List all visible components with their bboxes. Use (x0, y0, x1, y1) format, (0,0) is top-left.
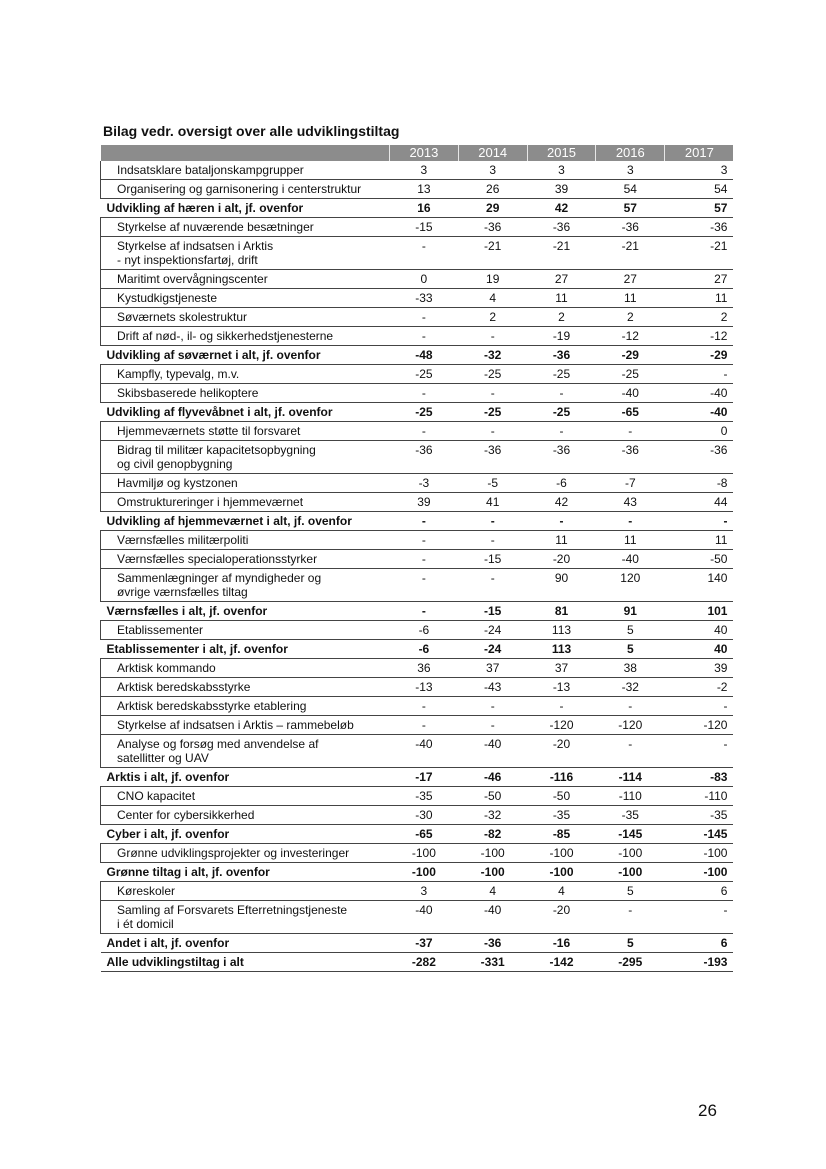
value-cell-2014: 29 (458, 199, 527, 218)
value-cell-2014: - (458, 422, 527, 441)
value-cell-2013: -25 (390, 365, 459, 384)
value-cell-2016: -7 (596, 474, 665, 493)
row-label: Etablissementer i alt, jf. ovenfor (101, 640, 390, 659)
table-header (101, 145, 734, 161)
value-cell-2013: 13 (390, 180, 459, 199)
subtotal-row (101, 602, 734, 621)
value-cell-2015: - (527, 697, 596, 716)
value-cell-2014: -43 (458, 678, 527, 697)
value-cell-2014: -24 (458, 640, 527, 659)
subtotal-row (101, 403, 734, 422)
value-cell-2016: 5 (596, 640, 665, 659)
value-cell-2017: 40 (665, 621, 734, 640)
row-label: Analyse og forsøg med anvendelse af satellitter og UAV (101, 735, 390, 768)
value-cell-2014: -36 (458, 934, 527, 953)
value-cell-2015: -120 (527, 716, 596, 735)
value-cell-2014: -100 (458, 863, 527, 882)
row-label: CNO kapacitet (101, 787, 390, 806)
value-cell-2014: - (458, 716, 527, 735)
value-cell-2016: 120 (596, 569, 665, 602)
value-cell-2014: - (458, 569, 527, 602)
value-cell-2013: -25 (390, 403, 459, 422)
table-row (101, 678, 734, 697)
value-cell-2016: 38 (596, 659, 665, 678)
value-cell-2017: -110 (665, 787, 734, 806)
table-row (101, 270, 734, 289)
value-cell-2015: -35 (527, 806, 596, 825)
value-cell-2015: 113 (527, 640, 596, 659)
value-cell-2015: 90 (527, 569, 596, 602)
value-cell-2016: 5 (596, 882, 665, 901)
value-cell-2014: -24 (458, 621, 527, 640)
row-label: Arktisk kommando (101, 659, 390, 678)
page-title: Bilag vedr. oversigt over alle udviklingstiltag (103, 123, 400, 139)
value-cell-2017: -120 (665, 716, 734, 735)
table-row (101, 180, 734, 199)
value-cell-2013: - (390, 422, 459, 441)
value-cell-2017: 2 (665, 308, 734, 327)
row-label: Arktisk beredskabsstyrke (101, 678, 390, 697)
value-cell-2016: -100 (596, 863, 665, 882)
row-label: Bidrag til militær kapacitetsopbygning og civil genopbygning (101, 441, 390, 474)
value-cell-2014: 19 (458, 270, 527, 289)
value-cell-2016: - (596, 735, 665, 768)
row-label: Etablissementer (101, 621, 390, 640)
table-row (101, 218, 734, 237)
value-cell-2013: -100 (390, 863, 459, 882)
value-cell-2015: -36 (527, 218, 596, 237)
value-cell-2016: 5 (596, 934, 665, 953)
row-label: Udvikling af flyvevåbnet i alt, jf. ovenfor (101, 403, 390, 422)
value-cell-2017: - (665, 735, 734, 768)
table-body (101, 161, 734, 972)
value-cell-2016: 57 (596, 199, 665, 218)
value-cell-2013: 3 (390, 882, 459, 901)
row-label: Styrkelse af indsatsen i Arktis - nyt inspektionsfartøj, drift (101, 237, 390, 270)
value-cell-2014: 4 (458, 289, 527, 308)
value-cell-2014: -50 (458, 787, 527, 806)
subtotal-row (101, 863, 734, 882)
value-cell-2016: -114 (596, 768, 665, 787)
row-label: Søværnets skolestruktur (101, 308, 390, 327)
value-cell-2015: 81 (527, 602, 596, 621)
value-cell-2016: - (596, 512, 665, 531)
value-cell-2013: - (390, 308, 459, 327)
subtotal-row (101, 768, 734, 787)
value-cell-2017: -100 (665, 844, 734, 863)
value-cell-2015: -116 (527, 768, 596, 787)
value-cell-2014: -36 (458, 218, 527, 237)
value-cell-2017: 54 (665, 180, 734, 199)
value-cell-2014: -32 (458, 346, 527, 365)
value-cell-2015: 37 (527, 659, 596, 678)
table-row (101, 659, 734, 678)
row-label: Indsatsklare bataljonskampgrupper (101, 161, 390, 180)
table-row (101, 531, 734, 550)
value-cell-2015: -19 (527, 327, 596, 346)
value-cell-2014: -25 (458, 365, 527, 384)
value-cell-2013: - (390, 550, 459, 569)
value-cell-2015: -21 (527, 237, 596, 270)
value-cell-2015: -16 (527, 934, 596, 953)
value-cell-2017: 40 (665, 640, 734, 659)
page-number: 26 (698, 1101, 717, 1120)
row-label: Alle udviklingstiltag i alt (101, 953, 390, 972)
value-cell-2016: -40 (596, 384, 665, 403)
value-cell-2017: 6 (665, 934, 734, 953)
table-row (101, 716, 734, 735)
value-cell-2017: -193 (665, 953, 734, 972)
header-row (101, 145, 734, 161)
value-cell-2015: -100 (527, 844, 596, 863)
value-cell-2013: -6 (390, 621, 459, 640)
value-cell-2015: -13 (527, 678, 596, 697)
row-label: Havmiljø og kystzonen (101, 474, 390, 493)
value-cell-2016: 11 (596, 289, 665, 308)
value-cell-2017: 11 (665, 531, 734, 550)
row-label: Andet i alt, jf. ovenfor (101, 934, 390, 953)
row-label: Cyber i alt, jf. ovenfor (101, 825, 390, 844)
value-cell-2014: -25 (458, 403, 527, 422)
value-cell-2017: -50 (665, 550, 734, 569)
row-label: Udvikling af hjemmeværnet i alt, jf. ovenfor (101, 512, 390, 531)
value-cell-2015: -20 (527, 735, 596, 768)
table-row (101, 901, 734, 934)
value-cell-2013: -33 (390, 289, 459, 308)
subtotal-row (101, 199, 734, 218)
value-cell-2016: -12 (596, 327, 665, 346)
row-label: Værnsfælles i alt, jf. ovenfor (101, 602, 390, 621)
row-label: Køreskoler (101, 882, 390, 901)
subtotal-row (101, 640, 734, 659)
table-row (101, 806, 734, 825)
value-cell-2017: -83 (665, 768, 734, 787)
subtotal-row (101, 953, 734, 972)
row-label: Udvikling af søværnet i alt, jf. ovenfor (101, 346, 390, 365)
value-cell-2014: - (458, 697, 527, 716)
value-cell-2014: 41 (458, 493, 527, 512)
value-cell-2013: -3 (390, 474, 459, 493)
row-label: Omstruktureringer i hjemmeværnet (101, 493, 390, 512)
value-cell-2013: - (390, 512, 459, 531)
value-cell-2015: 3 (527, 161, 596, 180)
value-cell-2013: -6 (390, 640, 459, 659)
value-cell-2017: -40 (665, 403, 734, 422)
value-cell-2013: -48 (390, 346, 459, 365)
value-cell-2015: -100 (527, 863, 596, 882)
value-cell-2013: - (390, 602, 459, 621)
value-cell-2017: -40 (665, 384, 734, 403)
value-cell-2016: -100 (596, 844, 665, 863)
value-cell-2017: - (665, 901, 734, 934)
row-label: Center for cybersikkerhed (101, 806, 390, 825)
value-cell-2013: -100 (390, 844, 459, 863)
table-row (101, 621, 734, 640)
value-cell-2017: -2 (665, 678, 734, 697)
value-cell-2013: -37 (390, 934, 459, 953)
value-cell-2013: - (390, 697, 459, 716)
value-cell-2015: -25 (527, 365, 596, 384)
value-cell-2013: - (390, 531, 459, 550)
table-row (101, 161, 734, 180)
row-label: Hjemmeværnets støtte til forsvaret (101, 422, 390, 441)
row-label: Styrkelse af nuværende besætninger (101, 218, 390, 237)
value-cell-2016: -295 (596, 953, 665, 972)
value-cell-2013: - (390, 327, 459, 346)
value-cell-2014: 37 (458, 659, 527, 678)
year-header: 2016 (596, 145, 665, 161)
development-table (100, 145, 733, 972)
value-cell-2014: - (458, 531, 527, 550)
row-label: Drift af nød-, il- og sikkerhedstjenesterne (101, 327, 390, 346)
value-cell-2017: 39 (665, 659, 734, 678)
table-row (101, 882, 734, 901)
row-label: Kampfly, typevalg, m.v. (101, 365, 390, 384)
value-cell-2014: -15 (458, 550, 527, 569)
value-cell-2014: -15 (458, 602, 527, 621)
value-cell-2015: -25 (527, 403, 596, 422)
value-cell-2013: - (390, 569, 459, 602)
value-cell-2016: -36 (596, 441, 665, 474)
value-cell-2017: -36 (665, 441, 734, 474)
value-cell-2013: 3 (390, 161, 459, 180)
value-cell-2017: - (665, 697, 734, 716)
row-label: Værnsfælles militærpoliti (101, 531, 390, 550)
value-cell-2013: -40 (390, 901, 459, 934)
value-cell-2014: -36 (458, 441, 527, 474)
value-cell-2015: 2 (527, 308, 596, 327)
value-cell-2013: -15 (390, 218, 459, 237)
table-row (101, 365, 734, 384)
value-cell-2014: 4 (458, 882, 527, 901)
value-cell-2015: -36 (527, 441, 596, 474)
value-cell-2015: 4 (527, 882, 596, 901)
value-cell-2015: -20 (527, 550, 596, 569)
value-cell-2016: -120 (596, 716, 665, 735)
value-cell-2014: - (458, 327, 527, 346)
value-cell-2017: -145 (665, 825, 734, 844)
value-cell-2017: 0 (665, 422, 734, 441)
table-row (101, 550, 734, 569)
table-row (101, 787, 734, 806)
year-header: 2013 (390, 145, 459, 161)
value-cell-2014: 3 (458, 161, 527, 180)
row-label: Skibsbaserede helikoptere (101, 384, 390, 403)
value-cell-2016: - (596, 901, 665, 934)
value-cell-2013: -40 (390, 735, 459, 768)
value-cell-2013: -36 (390, 441, 459, 474)
value-cell-2016: -110 (596, 787, 665, 806)
value-cell-2017: -35 (665, 806, 734, 825)
row-label: Arktis i alt, jf. ovenfor (101, 768, 390, 787)
value-cell-2014: - (458, 384, 527, 403)
value-cell-2016: -65 (596, 403, 665, 422)
subtotal-row (101, 346, 734, 365)
value-cell-2014: - (458, 512, 527, 531)
value-cell-2015: -6 (527, 474, 596, 493)
table-row (101, 569, 734, 602)
value-cell-2014: -46 (458, 768, 527, 787)
value-cell-2015: - (527, 384, 596, 403)
value-cell-2017: 57 (665, 199, 734, 218)
value-cell-2014: -21 (458, 237, 527, 270)
value-cell-2015: 42 (527, 199, 596, 218)
table-row (101, 844, 734, 863)
table-row (101, 384, 734, 403)
value-cell-2014: 26 (458, 180, 527, 199)
row-label: Organisering og garnisonering i centerstruktur (101, 180, 390, 199)
subtotal-row (101, 934, 734, 953)
value-cell-2013: -282 (390, 953, 459, 972)
year-header: 2015 (527, 145, 596, 161)
value-cell-2017: 101 (665, 602, 734, 621)
value-cell-2013: -35 (390, 787, 459, 806)
value-cell-2016: -29 (596, 346, 665, 365)
value-cell-2016: -21 (596, 237, 665, 270)
data-table (100, 145, 733, 972)
value-cell-2013: -17 (390, 768, 459, 787)
row-label: Sammenlægninger af myndigheder og øvrige værnsfælles tiltag (101, 569, 390, 602)
value-cell-2015: -36 (527, 346, 596, 365)
value-cell-2016: 2 (596, 308, 665, 327)
value-cell-2015: -50 (527, 787, 596, 806)
value-cell-2013: -30 (390, 806, 459, 825)
value-cell-2016: 5 (596, 621, 665, 640)
row-label: Udvikling af hæren i alt, jf. ovenfor (101, 199, 390, 218)
value-cell-2016: 91 (596, 602, 665, 621)
row-label: Grønne udviklingsprojekter og investeringer (101, 844, 390, 863)
row-label: Samling af Forsvarets Efterretningstjeneste i ét domicil (101, 901, 390, 934)
value-cell-2017: - (665, 365, 734, 384)
value-cell-2017: -36 (665, 218, 734, 237)
table-row (101, 493, 734, 512)
value-cell-2016: -36 (596, 218, 665, 237)
value-cell-2013: 0 (390, 270, 459, 289)
value-cell-2017: -12 (665, 327, 734, 346)
value-cell-2017: 6 (665, 882, 734, 901)
value-cell-2016: -32 (596, 678, 665, 697)
value-cell-2015: 42 (527, 493, 596, 512)
value-cell-2017: -100 (665, 863, 734, 882)
value-cell-2017: 140 (665, 569, 734, 602)
value-cell-2016: 54 (596, 180, 665, 199)
value-cell-2016: -25 (596, 365, 665, 384)
row-label: Maritimt overvågningscenter (101, 270, 390, 289)
value-cell-2016: 43 (596, 493, 665, 512)
table-row (101, 308, 734, 327)
table-row (101, 441, 734, 474)
value-cell-2013: 16 (390, 199, 459, 218)
value-cell-2017: - (665, 512, 734, 531)
value-cell-2014: 2 (458, 308, 527, 327)
value-cell-2016: -40 (596, 550, 665, 569)
value-cell-2016: 11 (596, 531, 665, 550)
value-cell-2013: - (390, 716, 459, 735)
table-row (101, 474, 734, 493)
value-cell-2016: 3 (596, 161, 665, 180)
value-cell-2015: 11 (527, 289, 596, 308)
value-cell-2015: -20 (527, 901, 596, 934)
value-cell-2014: -331 (458, 953, 527, 972)
value-cell-2016: -145 (596, 825, 665, 844)
value-cell-2016: -35 (596, 806, 665, 825)
value-cell-2015: -85 (527, 825, 596, 844)
table-row (101, 327, 734, 346)
value-cell-2013: 36 (390, 659, 459, 678)
value-cell-2017: 27 (665, 270, 734, 289)
table-row (101, 422, 734, 441)
table-row (101, 735, 734, 768)
table-row (101, 237, 734, 270)
value-cell-2017: -21 (665, 237, 734, 270)
value-cell-2015: - (527, 512, 596, 531)
value-cell-2017: -29 (665, 346, 734, 365)
header-label-cell (101, 145, 390, 161)
value-cell-2014: -40 (458, 735, 527, 768)
value-cell-2013: - (390, 237, 459, 270)
table-row (101, 697, 734, 716)
value-cell-2013: 39 (390, 493, 459, 512)
value-cell-2016: - (596, 422, 665, 441)
value-cell-2014: -100 (458, 844, 527, 863)
year-header: 2017 (665, 145, 734, 161)
value-cell-2013: -13 (390, 678, 459, 697)
row-label: Styrkelse af indsatsen i Arktis – rammebeløb (101, 716, 390, 735)
value-cell-2017: 44 (665, 493, 734, 512)
value-cell-2016: - (596, 697, 665, 716)
value-cell-2014: -40 (458, 901, 527, 934)
value-cell-2017: 3 (665, 161, 734, 180)
row-label: Værnsfælles specialoperationsstyrker (101, 550, 390, 569)
value-cell-2014: -32 (458, 806, 527, 825)
value-cell-2015: 39 (527, 180, 596, 199)
subtotal-row (101, 512, 734, 531)
year-header: 2014 (458, 145, 527, 161)
value-cell-2015: -142 (527, 953, 596, 972)
value-cell-2014: -82 (458, 825, 527, 844)
value-cell-2017: -8 (665, 474, 734, 493)
value-cell-2014: -5 (458, 474, 527, 493)
value-cell-2017: 11 (665, 289, 734, 308)
row-label: Arktisk beredskabsstyrke etablering (101, 697, 390, 716)
value-cell-2016: 27 (596, 270, 665, 289)
value-cell-2015: 27 (527, 270, 596, 289)
row-label: Grønne tiltag i alt, jf. ovenfor (101, 863, 390, 882)
value-cell-2015: 11 (527, 531, 596, 550)
subtotal-row (101, 825, 734, 844)
value-cell-2013: - (390, 384, 459, 403)
value-cell-2013: -65 (390, 825, 459, 844)
value-cell-2015: 113 (527, 621, 596, 640)
value-cell-2015: - (527, 422, 596, 441)
row-label: Kystudkigstjeneste (101, 289, 390, 308)
table-row (101, 289, 734, 308)
